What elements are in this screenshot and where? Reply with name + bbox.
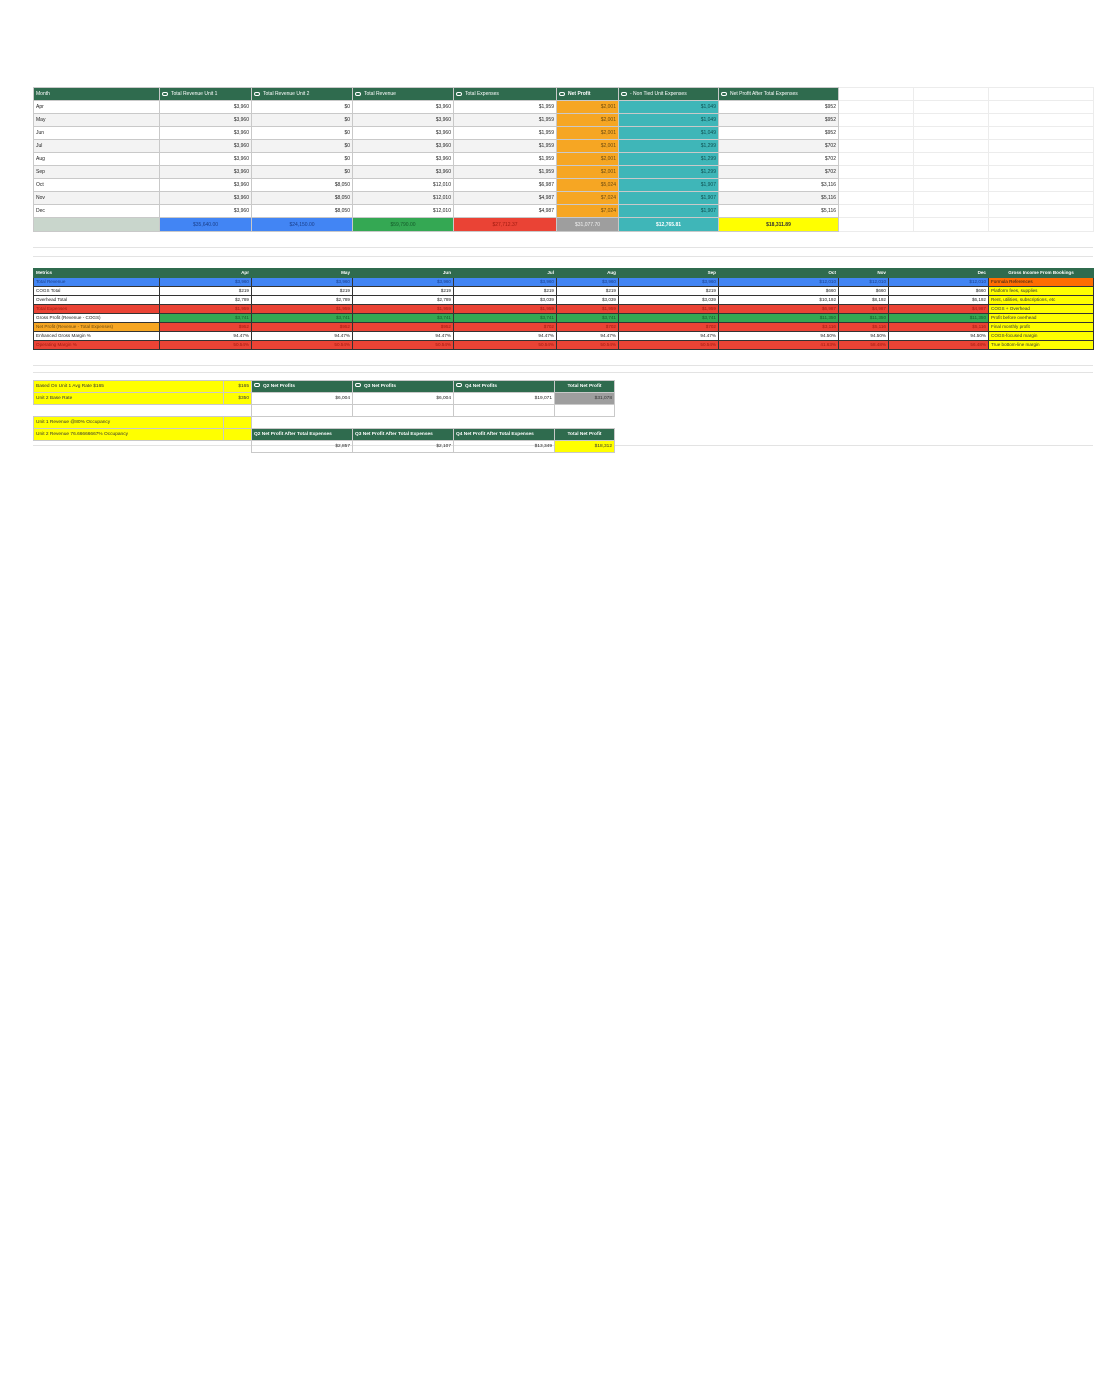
q4-net-profits-value[interactable]: $19,071 bbox=[454, 393, 555, 405]
value-cell[interactable]: $1,907 bbox=[619, 192, 719, 205]
quarter-net-profits bbox=[251, 380, 615, 453]
formula-note[interactable]: Final monthly profit bbox=[989, 323, 1094, 332]
metric-value[interactable]: $11,350 bbox=[719, 314, 839, 323]
month-header: Jun bbox=[353, 269, 454, 278]
metric-value[interactable]: $8,192 bbox=[839, 296, 889, 305]
month-header: Apr bbox=[160, 269, 252, 278]
value-cell[interactable]: $1,299 bbox=[619, 166, 719, 179]
metric-row bbox=[34, 296, 1094, 305]
metric-value[interactable]: 94.47% bbox=[619, 332, 719, 341]
value-cell[interactable]: $3,960 bbox=[160, 140, 252, 153]
metric-value[interactable]: 41.63% bbox=[719, 341, 839, 350]
metric-value[interactable]: 50.54% bbox=[557, 341, 619, 350]
metric-label[interactable]: Operating Margin % bbox=[34, 341, 160, 350]
total-after-expenses-header: Total Net Profit bbox=[555, 429, 615, 441]
value-cell[interactable]: $3,960 bbox=[160, 114, 252, 127]
metrics-header: Metrics bbox=[34, 269, 160, 278]
value-cell[interactable]: $3,960 bbox=[160, 153, 252, 166]
metric-value[interactable]: $2,789 bbox=[160, 296, 252, 305]
metric-value[interactable]: 94.47% bbox=[557, 332, 619, 341]
month-cell[interactable]: Jun bbox=[34, 127, 160, 140]
metric-value[interactable]: $6,192 bbox=[889, 296, 989, 305]
link-icon bbox=[559, 92, 565, 96]
table-row bbox=[34, 127, 1094, 140]
value-cell[interactable]: $1,299 bbox=[619, 153, 719, 166]
metric-label[interactable]: Net Profit (Revenue - Total Expenses) bbox=[34, 323, 160, 332]
total-cell[interactable]: $31,077.70 bbox=[557, 218, 619, 232]
metric-label[interactable]: Enhanced Gross Margin % bbox=[34, 332, 160, 341]
value-cell[interactable]: $1,049 bbox=[619, 127, 719, 140]
month-cell[interactable]: May bbox=[34, 114, 160, 127]
metric-value[interactable]: $952 bbox=[252, 323, 353, 332]
metric-row bbox=[34, 314, 1094, 323]
metric-value[interactable]: $12,010 bbox=[719, 278, 839, 287]
q3-after-expenses-value[interactable]: $2,107 bbox=[353, 441, 454, 453]
value-cell[interactable]: $952 bbox=[719, 127, 839, 140]
metric-value[interactable]: 94.50% bbox=[719, 332, 839, 341]
value-cell[interactable]: $2,001 bbox=[557, 153, 619, 166]
metric-value[interactable]: $3,960 bbox=[557, 278, 619, 287]
column-header: Total Expenses bbox=[454, 88, 557, 101]
value-cell[interactable]: $952 bbox=[719, 114, 839, 127]
unit1-rate-value[interactable]: $165 bbox=[224, 381, 252, 393]
metric-value[interactable]: $3,741 bbox=[353, 314, 454, 323]
metric-label[interactable]: Total Expenses bbox=[34, 305, 160, 314]
metric-value[interactable]: $219 bbox=[619, 287, 719, 296]
column-header: Net Profit After Total Expenses bbox=[719, 88, 839, 101]
metric-value[interactable]: 58.48% bbox=[839, 341, 889, 350]
total-cell[interactable]: $27,712.37 bbox=[454, 218, 557, 232]
month-header: Month bbox=[34, 88, 160, 101]
unit2-rate-value[interactable]: $350 bbox=[224, 393, 252, 405]
table-row bbox=[34, 140, 1094, 153]
column-header: Total Revenue Unit 1 bbox=[160, 88, 252, 101]
total-net-profit-header: Total Net Profit bbox=[555, 381, 615, 393]
metric-value[interactable]: 94.47% bbox=[252, 332, 353, 341]
metric-value[interactable]: $1,959 bbox=[619, 305, 719, 314]
link-icon bbox=[721, 92, 727, 96]
month-cell[interactable]: Nov bbox=[34, 192, 160, 205]
column-header: Total Revenue bbox=[353, 88, 454, 101]
value-cell[interactable]: $5,024 bbox=[557, 179, 619, 192]
value-cell[interactable]: $0 bbox=[252, 114, 353, 127]
metric-value[interactable]: $660 bbox=[719, 287, 839, 296]
totals-row bbox=[34, 218, 1094, 232]
metric-value[interactable]: $3,039 bbox=[619, 296, 719, 305]
metric-value[interactable]: $219 bbox=[353, 287, 454, 296]
metric-value[interactable]: 50.54% bbox=[454, 341, 557, 350]
metric-value[interactable]: $702 bbox=[619, 323, 719, 332]
metric-value[interactable]: $702 bbox=[454, 323, 557, 332]
value-cell[interactable]: $4,987 bbox=[454, 205, 557, 218]
q4-after-expenses-value[interactable]: $13,349 bbox=[454, 441, 555, 453]
value-cell[interactable]: $1,049 bbox=[619, 101, 719, 114]
unit2-occupancy-label: Unit 2 Revenue 76.66666667% Occupancy bbox=[34, 429, 224, 441]
total-net-profit-value[interactable]: $31,078 bbox=[555, 393, 615, 405]
value-cell[interactable]: $4,987 bbox=[454, 192, 557, 205]
metric-label[interactable]: Overhead Total bbox=[34, 296, 160, 305]
value-cell[interactable]: $3,960 bbox=[353, 127, 454, 140]
metric-value[interactable]: $5,116 bbox=[839, 323, 889, 332]
table-row bbox=[34, 101, 1094, 114]
metric-value[interactable]: $660 bbox=[889, 287, 989, 296]
metric-label[interactable]: Total Revenue bbox=[34, 278, 160, 287]
metric-value[interactable]: $3,960 bbox=[252, 278, 353, 287]
metric-value[interactable]: $952 bbox=[160, 323, 252, 332]
column-header: - Non Tied Unit Expenses bbox=[619, 88, 719, 101]
q3-net-profits-value[interactable]: $6,004 bbox=[353, 393, 454, 405]
metric-value[interactable]: $1,959 bbox=[252, 305, 353, 314]
formula-note[interactable]: COGS-focused margin bbox=[989, 332, 1094, 341]
metric-value[interactable]: $4,987 bbox=[889, 305, 989, 314]
link-icon bbox=[254, 92, 260, 96]
metric-value[interactable]: $219 bbox=[252, 287, 353, 296]
metric-row bbox=[34, 287, 1094, 296]
metric-value[interactable]: $3,960 bbox=[619, 278, 719, 287]
metric-value[interactable]: 50.54% bbox=[353, 341, 454, 350]
metric-value[interactable]: $11,350 bbox=[839, 314, 889, 323]
metric-value[interactable]: 94.47% bbox=[454, 332, 557, 341]
formula-note[interactable]: COGS + Overhead bbox=[989, 305, 1094, 314]
month-cell[interactable]: Oct bbox=[34, 179, 160, 192]
month-cell[interactable]: Sep bbox=[34, 166, 160, 179]
table-row bbox=[34, 153, 1094, 166]
value-cell[interactable]: $1,907 bbox=[619, 205, 719, 218]
value-cell[interactable]: $2,001 bbox=[557, 114, 619, 127]
value-cell[interactable]: $1,907 bbox=[619, 179, 719, 192]
q2-after-expenses-value[interactable]: $2,857 bbox=[252, 441, 353, 453]
value-cell[interactable]: $3,960 bbox=[353, 166, 454, 179]
metric-value[interactable]: $3,741 bbox=[252, 314, 353, 323]
month-header: Aug bbox=[557, 269, 619, 278]
metric-value[interactable]: $3,960 bbox=[160, 278, 252, 287]
link-icon bbox=[355, 92, 361, 96]
value-cell[interactable]: $3,960 bbox=[353, 101, 454, 114]
total-after-expenses-value[interactable]: $18,312 bbox=[555, 441, 615, 453]
unit1-rate-label: Based On Unit 1 Avg Rate $165 bbox=[34, 381, 224, 393]
value-cell[interactable]: $1,959 bbox=[454, 101, 557, 114]
metric-value[interactable]: $12,010 bbox=[889, 278, 989, 287]
total-cell[interactable]: $59,790.00 bbox=[353, 218, 454, 232]
metric-value[interactable]: $2,789 bbox=[252, 296, 353, 305]
table-row bbox=[34, 166, 1094, 179]
value-cell[interactable]: $12,010 bbox=[353, 192, 454, 205]
value-cell[interactable]: $1,959 bbox=[454, 166, 557, 179]
metric-value[interactable]: $3,039 bbox=[454, 296, 557, 305]
link-icon bbox=[456, 383, 462, 387]
month-header: Jul bbox=[454, 269, 557, 278]
metric-value[interactable]: 94.47% bbox=[353, 332, 454, 341]
value-cell[interactable]: $5,116 bbox=[719, 192, 839, 205]
metric-value[interactable]: 50.54% bbox=[619, 341, 719, 350]
value-cell[interactable]: $0 bbox=[252, 101, 353, 114]
value-cell[interactable]: $2,001 bbox=[557, 140, 619, 153]
metric-value[interactable]: $11,350 bbox=[889, 314, 989, 323]
metric-row bbox=[34, 278, 1094, 287]
table-row bbox=[34, 205, 1094, 218]
monthly-revenue-table bbox=[33, 87, 1094, 232]
value-cell[interactable]: $3,960 bbox=[353, 114, 454, 127]
metric-value[interactable]: $1,959 bbox=[454, 305, 557, 314]
link-icon bbox=[621, 92, 627, 96]
month-header: Oct bbox=[719, 269, 839, 278]
metric-value[interactable]: $6,987 bbox=[719, 305, 839, 314]
total-cell[interactable]: $24,150.00 bbox=[252, 218, 353, 232]
value-cell[interactable]: $702 bbox=[719, 153, 839, 166]
value-cell[interactable]: $0 bbox=[252, 140, 353, 153]
formula-note[interactable]: Rent, utilities, subscriptions, etc bbox=[989, 296, 1094, 305]
metric-row bbox=[34, 323, 1094, 332]
formula-note[interactable]: Formula References bbox=[989, 278, 1094, 287]
value-cell[interactable]: $3,960 bbox=[160, 205, 252, 218]
total-cell[interactable]: $35,640.00 bbox=[160, 218, 252, 232]
metrics-table bbox=[33, 268, 1094, 350]
total-cell[interactable]: $18,311.89 bbox=[719, 218, 839, 232]
metric-value[interactable]: 94.50% bbox=[889, 332, 989, 341]
value-cell[interactable]: $1,959 bbox=[454, 114, 557, 127]
month-cell[interactable]: Jul bbox=[34, 140, 160, 153]
link-icon bbox=[254, 383, 260, 387]
metric-value[interactable]: $952 bbox=[353, 323, 454, 332]
metric-value[interactable]: $219 bbox=[557, 287, 619, 296]
value-cell[interactable]: $0 bbox=[252, 153, 353, 166]
value-cell[interactable]: $1,959 bbox=[454, 140, 557, 153]
value-cell[interactable]: $3,960 bbox=[160, 101, 252, 114]
value-cell[interactable]: $7,024 bbox=[557, 205, 619, 218]
metric-value[interactable]: $3,960 bbox=[353, 278, 454, 287]
metric-value[interactable]: $660 bbox=[839, 287, 889, 296]
value-cell[interactable]: $3,116 bbox=[719, 179, 839, 192]
q4-after-expenses-header: Q4 Net Profit After Total Expenses bbox=[454, 429, 555, 441]
value-cell[interactable]: $12,010 bbox=[353, 205, 454, 218]
formula-note[interactable]: Platform fees, supplies bbox=[989, 287, 1094, 296]
q3-after-expenses-header: Q3 Net Profit After Total Expenses bbox=[353, 429, 454, 441]
metric-value[interactable]: $12,010 bbox=[839, 278, 889, 287]
value-cell[interactable]: $3,960 bbox=[160, 179, 252, 192]
metric-value[interactable]: $5,116 bbox=[889, 323, 989, 332]
metric-value[interactable]: 94.50% bbox=[839, 332, 889, 341]
value-cell[interactable]: $3,960 bbox=[160, 192, 252, 205]
q2-after-expenses-header: Q2 Net Profit After Total Expenses bbox=[252, 429, 353, 441]
metric-value[interactable]: $702 bbox=[557, 323, 619, 332]
month-cell[interactable]: Apr bbox=[34, 101, 160, 114]
month-cell[interactable]: Aug bbox=[34, 153, 160, 166]
value-cell[interactable]: $702 bbox=[719, 140, 839, 153]
metric-value[interactable]: $3,960 bbox=[454, 278, 557, 287]
value-cell[interactable]: $8,050 bbox=[252, 179, 353, 192]
value-cell[interactable]: $2,001 bbox=[557, 101, 619, 114]
metric-row bbox=[34, 305, 1094, 314]
value-cell[interactable]: $3,960 bbox=[353, 140, 454, 153]
value-cell[interactable]: $702 bbox=[719, 166, 839, 179]
value-cell[interactable]: $952 bbox=[719, 101, 839, 114]
value-cell[interactable]: $3,960 bbox=[160, 127, 252, 140]
value-cell[interactable]: $1,959 bbox=[454, 127, 557, 140]
metric-value[interactable]: $3,741 bbox=[619, 314, 719, 323]
unit2-rate-label: Unit 2 Base Rate bbox=[34, 393, 224, 405]
value-cell[interactable]: $0 bbox=[252, 166, 353, 179]
formula-note[interactable]: Profit before overhead bbox=[989, 314, 1094, 323]
metric-value[interactable]: $10,192 bbox=[719, 296, 839, 305]
metric-value[interactable]: $1,959 bbox=[353, 305, 454, 314]
metric-value[interactable]: $3,039 bbox=[557, 296, 619, 305]
metric-value[interactable]: 56.48% bbox=[889, 341, 989, 350]
q2-net-profits-value[interactable]: $6,004 bbox=[252, 393, 353, 405]
table-row bbox=[34, 192, 1094, 205]
metric-value[interactable]: 50.54% bbox=[160, 341, 252, 350]
value-cell[interactable]: $5,116 bbox=[719, 205, 839, 218]
value-cell[interactable]: $1,299 bbox=[619, 140, 719, 153]
value-cell[interactable]: $8,050 bbox=[252, 192, 353, 205]
metric-row bbox=[34, 332, 1094, 341]
month-header: Sep bbox=[619, 269, 719, 278]
month-header: Nov bbox=[839, 269, 889, 278]
value-cell[interactable]: $3,960 bbox=[353, 153, 454, 166]
metric-label[interactable]: COGS Total bbox=[34, 287, 160, 296]
value-cell[interactable]: $2,001 bbox=[557, 127, 619, 140]
column-header: Net Profit bbox=[557, 88, 619, 101]
value-cell[interactable]: $7,024 bbox=[557, 192, 619, 205]
metric-row bbox=[34, 341, 1094, 350]
formula-note[interactable]: True bottom-line margin bbox=[989, 341, 1094, 350]
unit1-occupancy-label: Unit 1 Revenue @80% Occupancy bbox=[34, 417, 224, 429]
month-header: Dec bbox=[889, 269, 989, 278]
metric-value[interactable]: $1,959 bbox=[557, 305, 619, 314]
q2-net-profits-header: Q2 Net Profits bbox=[252, 381, 353, 393]
rate-assumptions bbox=[33, 380, 252, 441]
value-cell[interactable]: $0 bbox=[252, 127, 353, 140]
metric-value[interactable]: $3,741 bbox=[160, 314, 252, 323]
value-cell[interactable]: $1,049 bbox=[619, 114, 719, 127]
notes-header: Gross Income From Bookings bbox=[989, 269, 1094, 278]
column-header: Total Revenue Unit 2 bbox=[252, 88, 353, 101]
table-row bbox=[34, 114, 1094, 127]
metric-value[interactable]: 50.54% bbox=[252, 341, 353, 350]
metric-value[interactable]: $4,987 bbox=[839, 305, 889, 314]
link-icon bbox=[355, 383, 361, 387]
metric-value[interactable]: 94.47% bbox=[160, 332, 252, 341]
value-cell[interactable]: $8,050 bbox=[252, 205, 353, 218]
value-cell[interactable]: $1,959 bbox=[454, 153, 557, 166]
metric-value[interactable]: $3,116 bbox=[719, 323, 839, 332]
metric-value[interactable]: $2,789 bbox=[353, 296, 454, 305]
metric-value[interactable]: $3,741 bbox=[557, 314, 619, 323]
month-header: May bbox=[252, 269, 353, 278]
month-cell[interactable]: Dec bbox=[34, 205, 160, 218]
metric-label[interactable]: Gross Profit (Revenue - COGS) bbox=[34, 314, 160, 323]
metric-value[interactable]: $219 bbox=[160, 287, 252, 296]
metric-value[interactable]: $219 bbox=[454, 287, 557, 296]
value-cell[interactable]: $6,987 bbox=[454, 179, 557, 192]
value-cell[interactable]: $2,001 bbox=[557, 166, 619, 179]
q3-net-profits-header: Q3 Net Profits bbox=[353, 381, 454, 393]
link-icon bbox=[162, 92, 168, 96]
value-cell[interactable]: $3,960 bbox=[160, 166, 252, 179]
total-cell[interactable]: $12,765.81 bbox=[619, 218, 719, 232]
q4-net-profits-header: Q4 Net Profits bbox=[454, 381, 555, 393]
total-cell[interactable] bbox=[34, 218, 160, 232]
metric-value[interactable]: $3,741 bbox=[454, 314, 557, 323]
value-cell[interactable]: $12,010 bbox=[353, 179, 454, 192]
metric-value[interactable]: $1,959 bbox=[160, 305, 252, 314]
link-icon bbox=[456, 92, 462, 96]
table-row bbox=[34, 179, 1094, 192]
